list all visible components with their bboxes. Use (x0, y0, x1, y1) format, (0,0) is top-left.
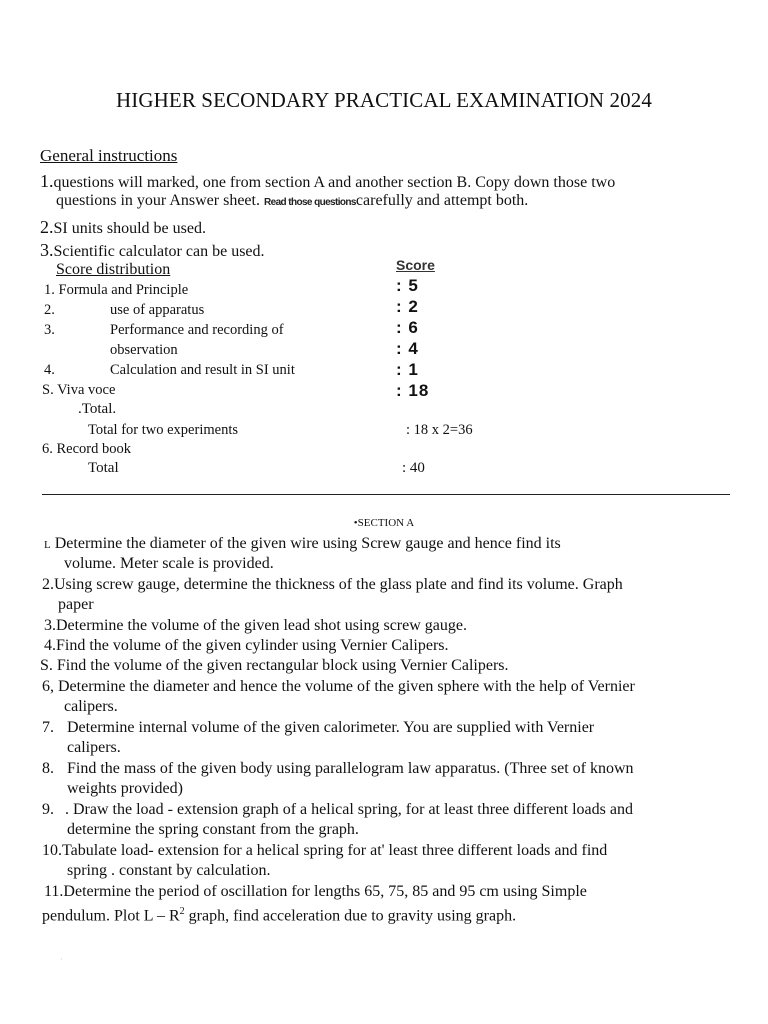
instruction-number: 2. (40, 217, 54, 237)
question-text-continued: paper (58, 596, 94, 613)
two-experiments-label: Total for two experiments (88, 422, 238, 438)
question-text: graph, find acceleration due to gravity using graph. (184, 907, 517, 925)
score-value: : 2 (396, 297, 419, 316)
score-value: : 1 (396, 360, 419, 379)
section-a-heading: •SECTION A (353, 517, 415, 529)
question-3 (44, 616, 467, 636)
question-text: . Draw the load - extension graph of a helical spring, for at least three different loads and (65, 801, 633, 818)
score-value: : 5 (396, 276, 419, 295)
score-value: : 4 (396, 339, 419, 358)
highlighted-text: Read those questions (263, 197, 356, 208)
question-11 (44, 882, 587, 902)
row-label: Formula and Principle (58, 282, 189, 298)
question-number: 3. (44, 617, 56, 634)
row-number: 4. (44, 362, 55, 378)
question-6 (42, 677, 635, 697)
question-text: Tabulate load- extension for a helical spring for at' least three different loads and find (62, 842, 608, 859)
question-11-continued (42, 902, 516, 926)
question-number: 6, (42, 678, 54, 695)
question-text-continued: volume. Meter scale is provided. (64, 555, 274, 572)
general-instructions-heading: General instructions (40, 146, 178, 165)
question-number: 7. (42, 719, 54, 736)
exam-title: HIGHER SECONDARY PRACTICAL EXAMINATION 2024 (116, 88, 652, 112)
score-value: : 6 (396, 318, 419, 337)
question-text-continued: calipers. (64, 698, 118, 715)
question-text: Using screw gauge, determine the thickness of the glass plate and find its volume. Graph (54, 576, 623, 593)
question-number: 2. (42, 576, 54, 593)
question-text: Determine the period of oscillation for lengths 65, 75, 85 and 95 cm using Simple (63, 883, 587, 900)
question-text: Determine the volume of the given lead shot using screw gauge. (56, 617, 467, 634)
row-label-continued: observation (110, 342, 178, 358)
row-label: use of apparatus (110, 302, 205, 318)
question-text: Determine internal volume of the given calorimeter. You are supplied with Vernier (67, 719, 595, 736)
question-number: 4. (44, 637, 56, 654)
question-number: L (44, 539, 51, 551)
question-text: Find the volume of the given cylinder using Vernier Calipers. (56, 637, 449, 654)
question-text-continued: spring . constant by calculation. (67, 862, 271, 879)
question-1 (44, 534, 561, 555)
instruction-number: 1. (40, 171, 54, 191)
row-label: Performance and recording of (110, 322, 284, 338)
instruction-1-continued (56, 191, 528, 212)
score-row-formula (44, 282, 188, 299)
question-number: S. (40, 657, 53, 674)
question-text-continued: calipers. (67, 739, 121, 756)
question-text-continued: determine the spring constant from the graph. (67, 821, 359, 838)
question-text: Determine the diameter of the given wire using Screw gauge and hence find its (54, 535, 561, 552)
row-number: 6. (42, 441, 53, 457)
total-label: .Total. (78, 401, 117, 417)
question-text: Find the mass of the given body using parallelogram law apparatus. (Three set of known (67, 760, 634, 777)
divider-line (42, 494, 730, 495)
score-row-record (42, 441, 131, 458)
question-number: 11. (44, 883, 64, 900)
instruction-text: Scientific calculator can be used. (53, 243, 265, 260)
question-5 (40, 656, 509, 676)
question-text-continued: weights provided) (67, 780, 183, 797)
question-2 (42, 575, 623, 595)
question-text: Determine the diameter and hence the volume of the given sphere with the help of Vernier (58, 678, 635, 695)
grand-total-label: Total (88, 460, 119, 476)
scan-speck: · (60, 955, 63, 964)
instruction-text: carefully and attempt both. (355, 192, 529, 209)
question-4 (44, 636, 449, 656)
question-text: pendulum. Plot L – R (42, 907, 180, 925)
row-label: Calculation and result in SI unit (110, 362, 295, 378)
row-number: 3. (44, 322, 55, 338)
row-number: S. (42, 382, 54, 398)
question-number: 8. (42, 760, 54, 777)
instruction-2 (40, 218, 206, 238)
instruction-number: 3. (40, 240, 54, 260)
instruction-1 (40, 172, 615, 192)
row-label: Record book (56, 441, 131, 457)
question-number: 10. (42, 842, 62, 859)
score-column-heading: Score (396, 257, 435, 273)
score-distribution-heading: Score distribution (56, 261, 171, 278)
row-label: Viva voce (57, 382, 116, 398)
score-value: : 18 (396, 381, 430, 400)
instruction-text: questions will marked, one from section A and another section B. Copy down those two (53, 174, 616, 191)
score-row-viva (42, 382, 115, 399)
two-experiments-value: : 18 x 2=36 (406, 422, 473, 438)
grand-total-value: : 40 (402, 460, 425, 476)
row-number: 2. (44, 302, 55, 318)
superscript: 2 (179, 906, 185, 917)
instruction-3 (40, 241, 265, 261)
instruction-text: SI units should be used. (53, 220, 206, 237)
row-number: 1. (44, 282, 55, 298)
question-text: Find the volume of the given rectangular block using Vernier Calipers. (56, 657, 509, 674)
question-number: 9. (42, 801, 54, 818)
question-10 (42, 841, 607, 861)
instruction-text: questions in your Answer sheet. (56, 192, 264, 209)
